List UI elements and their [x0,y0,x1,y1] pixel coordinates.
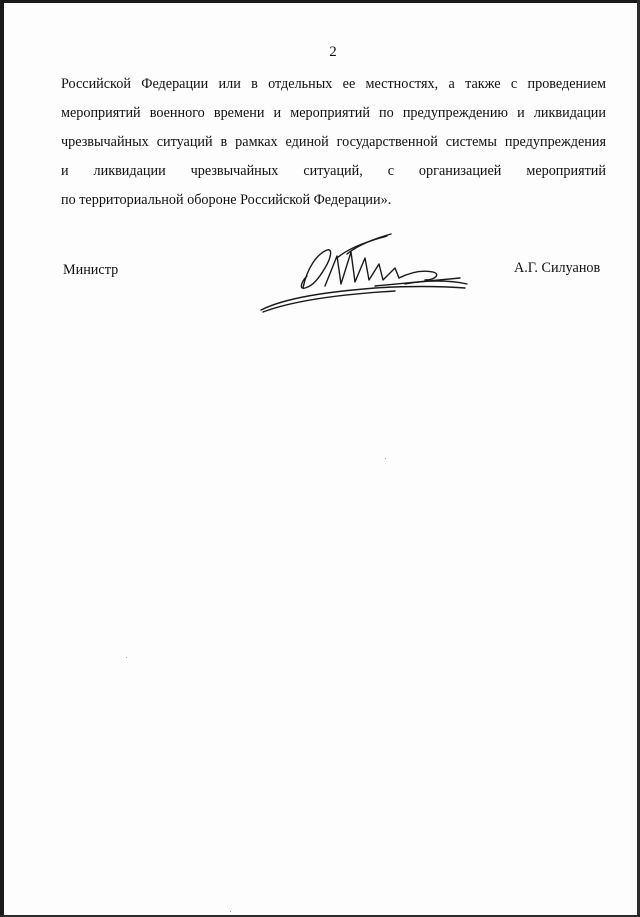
page-number: 2 [329,44,337,60]
body-line: Российской Федерации или в отдельных ее местностях, а также с проведением [61,76,606,92]
body-line: по территориальной обороне Российской Федерации». [61,192,392,208]
signatory-name: А.Г. Силуанов [514,260,601,276]
body-line: чрезвычайных ситуаций в рамках единой государственной системы предупреждения [61,134,606,150]
scan-border-top [0,0,640,3]
body-line: и ликвидации чрезвычайных ситуаций, с организацией мероприятий [61,163,606,179]
body-paragraph [61,70,606,215]
body-line: мероприятий военного времени и мероприятий по предупреждению и ликвидации [61,105,606,121]
scan-speck [126,657,127,658]
scan-speck [385,458,386,459]
handwritten-signature [255,228,475,318]
scan-speck [230,911,231,912]
scan-border-left [0,0,4,917]
signatory-title: Министр [63,262,119,278]
